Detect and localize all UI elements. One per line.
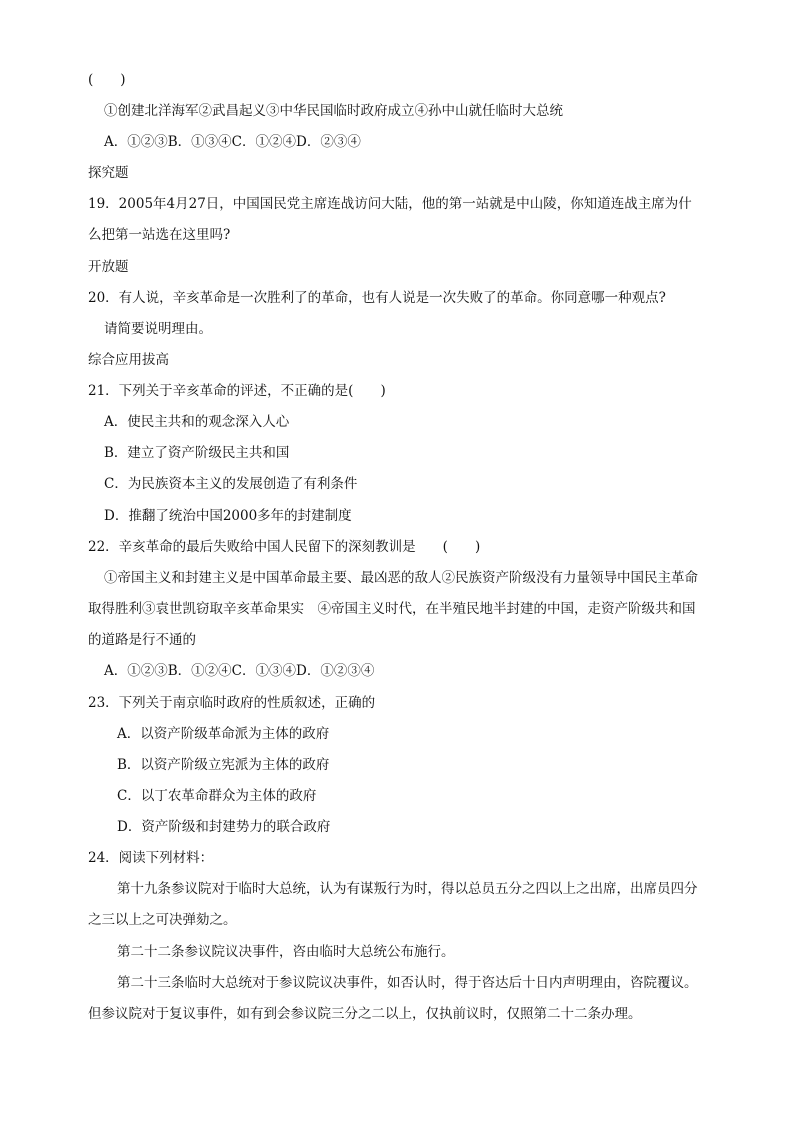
- q23-option-b: B．以资产阶级立宪派为主体的政府: [117, 757, 330, 773]
- q21-option-d: D．推翻了统治中国2000多年的封建制度: [104, 508, 352, 524]
- q21-stem: 21．下列关于辛亥革命的评述，不正确的是( ): [88, 383, 386, 399]
- q21-option-b: B．建立了资产阶级民主共和国: [104, 445, 290, 461]
- q23-option-c: C．以丁农革命群众为主体的政府: [117, 788, 317, 804]
- q21-option-a: A．使民主共和的观念深入人心: [104, 414, 290, 430]
- q18-items: ①创建北洋海军②武昌起义③中华民国临时政府成立④孙中山就任临时大总统: [104, 103, 563, 119]
- q19-line-2: 么把第一站选在这里吗?: [88, 227, 231, 243]
- q22-stem: 22．辛亥革命的最后失败给中国人民留下的深刻教训是 ( ): [88, 539, 481, 555]
- q23-option-a: A．以资产阶级革命派为主体的政府: [117, 726, 330, 742]
- q24-article-23-line-1: 第二十三条临时大总统对于参议院议决事件，如否认时，得于咨达后十日内声明理由，咨院覆议。: [117, 975, 698, 991]
- q23-stem: 23．下列关于南京临时政府的性质叙述，正确的: [88, 695, 376, 711]
- q20-line-1: 20．有人说，辛亥革命是一次胜利了的革命，也有人说是一次失败了的革命。你同意哪一种观点?: [88, 290, 666, 306]
- section-explore-heading: 探究题: [88, 165, 129, 181]
- section-apply-heading: 综合应用拔高: [88, 352, 169, 368]
- q24-article-22: 第二十二条参议院议决事件，咨由临时大总统公布施行。: [117, 944, 455, 960]
- q20-line-2: 请简要说明理由。: [104, 321, 212, 337]
- q24-article-19-line-1: 第十九条参议院对于临时大总统，认为有谋叛行为时，得以总员五分之四以上之出席，出席员四分: [117, 881, 698, 897]
- q24-stem: 24．阅读下列材料：: [88, 850, 214, 866]
- q22-line-1: ①帝国主义和封建主义是中国革命最主要、最凶恶的敌人②民族资产阶级没有力量领导中国民主革命: [104, 570, 698, 586]
- q22-line-3: 的道路是行不通的: [88, 632, 196, 648]
- q22-line-2: 取得胜利③袁世凯窃取辛亥革命果实 ④帝国主义时代，在半殖民地半封建的中国，走资产阶级共和国: [88, 601, 696, 617]
- q24-article-23-line-2: 但参议院对于复议事件，如有到会参议院三分之二以上，仅执前议时，仅照第二十二条办理。: [88, 1006, 642, 1022]
- q23-option-d: D．资产阶级和封建势力的联合政府: [117, 819, 331, 835]
- section-open-heading: 开放题: [88, 259, 129, 275]
- q22-options: A．①②③B．①②④C．①③④D．①②③④: [104, 663, 375, 679]
- q21-option-c: C．为民族资本主义的发展创造了有利条件: [104, 476, 358, 492]
- q19-line-1: 19．2005年4月27日，中国国民党主席连战访问大陆，他的第一站就是中山陵，你知道连战主席为什: [88, 196, 692, 212]
- q18-answer-bracket: ( ): [88, 72, 126, 88]
- q24-article-19-line-2: 之三以上之可决弹劾之。: [88, 912, 237, 928]
- q18-options: A．①②③B．①③④C．①②④D．②③④: [104, 134, 361, 150]
